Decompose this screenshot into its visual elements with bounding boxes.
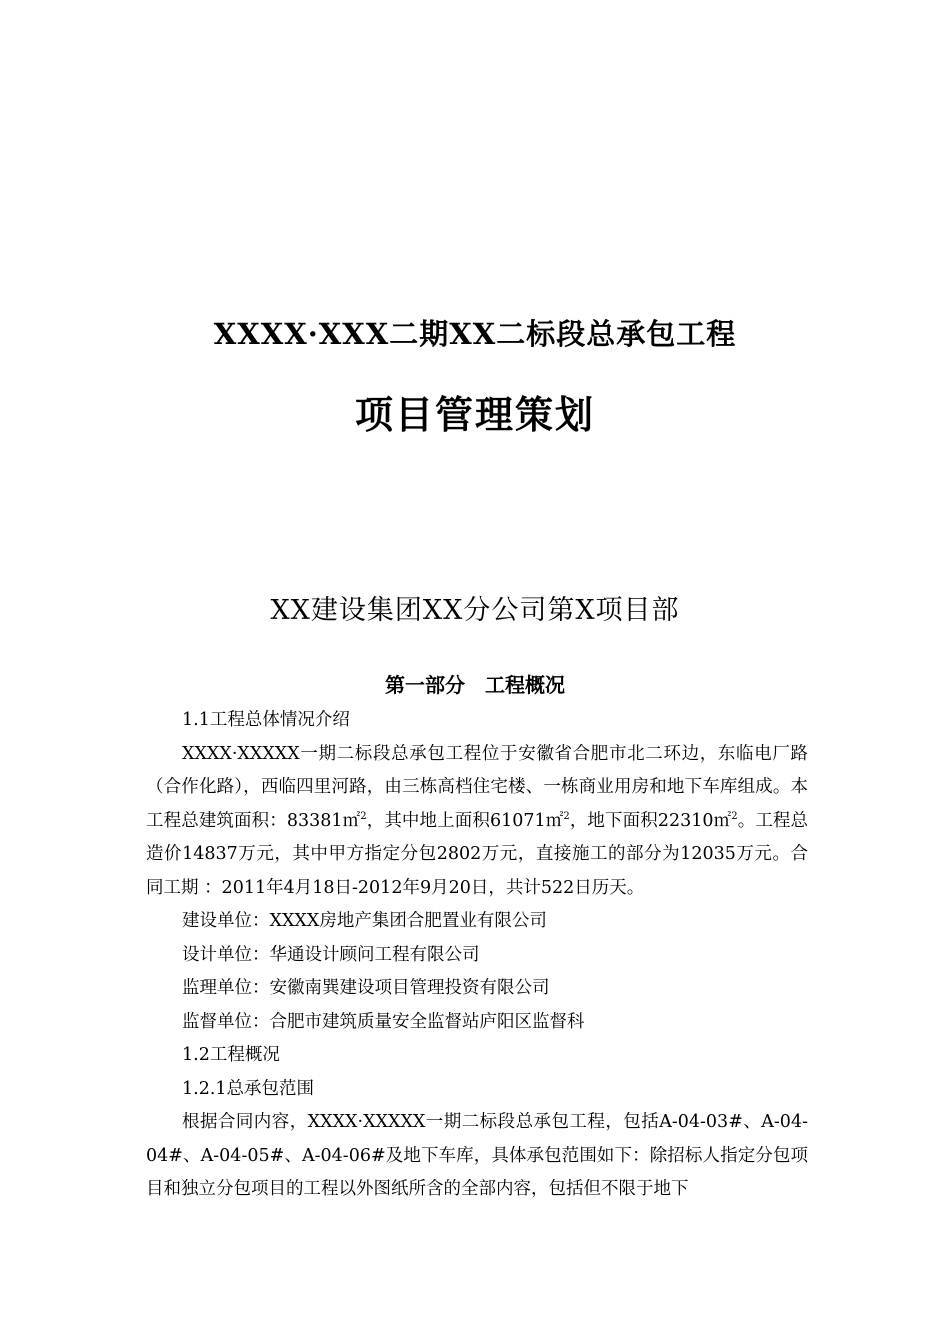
design-unit: 设计单位：华通设计顾问工程有限公司 [182,944,480,965]
document-title: XXXX·XXX二期XX二标段总承包工程 [213,317,737,351]
owner-unit: 建设单位：XXXX房地产集团合肥置业有限公司 [182,911,547,931]
scope-paragraph: 根据合同内容，XXXX·XXXXX一期二标段总承包工程，包括A-04-03#、A-04-04#、A-04-05#、A-04-06#及地下车库，具体承包范围如下：除招标人指定分包项目和独立分包项目的工程以外图纸所含的全部内容，包括但不限于地下 [146,1112,808,1199]
superscript-3: 2 [731,810,738,822]
superscript-2: 2 [563,810,570,822]
organization-name: XX建设集团XX分公司第X项目部 [270,595,680,626]
document-body [146,704,808,1207]
document-subtitle: 项目管理策划 [354,393,595,437]
overview-text-3: ，地下面积22310㎡ [569,810,732,831]
overview-text-4: 。工程总造价14837万元，其中甲方指定分包2802万元，直接施工的部分为12035万元。合同工期 ：2011年4月18日-2012年9月20日，共计522日历天。 [146,810,809,898]
section-heading-1-2: 1.2工程概况 [182,1045,280,1065]
superscript-1: 2 [360,810,367,822]
supervision-unit: 监理单位：安徽南巽建设项目管理投资有限公司 [182,978,550,998]
section-heading-1-1: 1.1工程总体情况介绍 [182,710,350,730]
overview-text-1: XXXX·XXXXX一期二标段总承包工程位于安徽省合肥市北二环边，东临电厂路（合作化路），西临四里河路，由三栋高档住宅楼、一栋商业用房和地下车库组成。本工程总建筑面积：83381㎡ [146,743,808,831]
project-overview-paragraph [146,738,808,906]
inspection-unit: 监督单位：合肥市建筑质量安全监督站庐阳区监督科 [182,1011,585,1032]
overview-text-2: ，其中地上面积61071㎡ [366,810,564,831]
section-heading-1-2-1: 1.2.1总承包范围 [182,1078,315,1099]
part-heading: 第一部分 工程概况 [385,673,565,697]
